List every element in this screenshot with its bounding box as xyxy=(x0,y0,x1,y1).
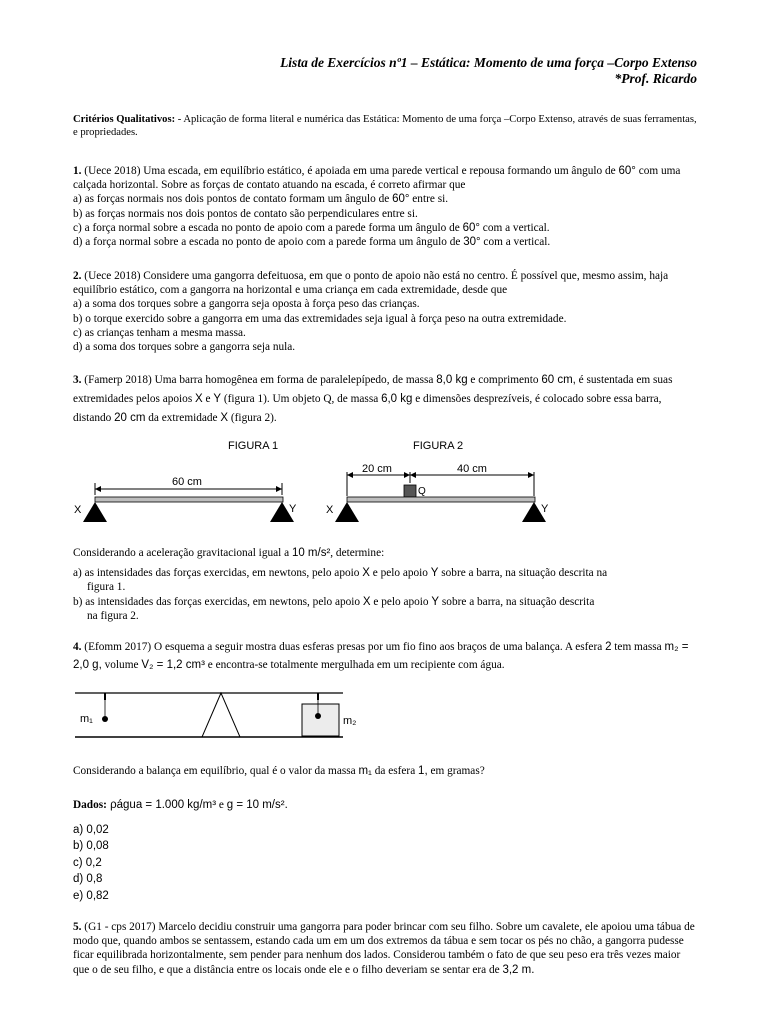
figures-bar-supports xyxy=(70,434,580,534)
fig1-arrow-left xyxy=(95,486,101,492)
figure-2-title: FIGURA 2 xyxy=(413,440,464,452)
fig1-label-y: Y xyxy=(289,503,297,515)
question-2: 2. (Uece 2018) Considere uma gangorra defeituosa, em que o ponto de apoio não está no centro. É possível que, mesmo assim, haja equilíbrio estático, com a gangorra na horizontal e uma criança em cada extremidade, desde que a) a soma dos torques sobre a gangorra seja oposta à força peso das crianças. b) o torque exercido sobre a gangorra em uma das extremidades seja igual à força peso na outra extremidade. c) as crianças tenham a mesma massa. d) a soma dos torques sobre a gangorra seja nula. xyxy=(73,270,669,354)
fig2-support-x xyxy=(335,502,359,522)
fig2-arrow-1 xyxy=(347,472,353,478)
fig2-bar xyxy=(347,497,535,502)
fig2-label-q: Q xyxy=(418,486,426,497)
question-3: 3. (Famerp 2018) Uma barra homogênea em forma de paralelepípedo, de massa 8,0 kg e comprimento 60 cm, é sustentada em suas extremidades pelos apoios X e Y (figura 1). Um objeto Q, de massa 6,0 kg e dimensões desprezíveis, é colocado sobre essa barra, distando 20 cm da extremidade X (figura 2). xyxy=(73,374,673,424)
figure-1-title: FIGURA 1 xyxy=(228,440,279,452)
fig1-arrow-right xyxy=(276,486,282,492)
fig2-arrow-4 xyxy=(528,472,534,478)
question-4-data: Dados: ρágua = 1.000 kg/m³ e g = 10 m/s². xyxy=(73,799,288,811)
page-title: Lista de Exercícios nº1 – Estática: Momento de uma força –Corpo Extenso *Prof. Ricardo xyxy=(280,55,697,86)
water-container xyxy=(302,704,339,736)
option-e: e) 0,82 xyxy=(73,889,109,902)
fig2-length-2: 40 cm xyxy=(457,463,487,475)
option-d: d) 0,8 xyxy=(73,873,103,886)
question-5: 5. (G1 - cps 2017) Marcelo decidiu construir uma gangorra para poder brincar com seu filho. Sobre um cavalete, ele apoiou uma tábua de modo que, quando ambos se sentassem, estando cada um em um dos extremos da tábua e sem tocar os pés no chão, a gangorra pudesse ficar equilibrada horizontalmente, sem pender para nenhum dos lados. Considerou também o fato de que seu peso era três vezes maior que o de seu filho, e que a distância entre os locais onde ele e o filho deveriam se sentar era de 3,2 m. xyxy=(73,921,695,976)
fig1-label-x: X xyxy=(74,504,82,516)
option-b: b) 0,08 xyxy=(73,840,109,853)
option-c: c) 0,2 xyxy=(73,856,102,869)
question-4-options xyxy=(73,822,699,904)
criteria-paragraph: Critérios Qualitativos: - Aplicação de forma literal e numérica das Estática: Momento de uma força –Corpo Extenso, através de suas ferramentas, e propriedades. xyxy=(73,114,697,138)
question-4: 4. (Efomm 2017) O esquema a seguir mostra duas esferas presas por um fio fino aos braços de uma balança. A esfera 2 tem massa m₂ = 2,0 g, volume V₂ = 1,2 cm³ e encontra-se totalmente mergulhada em um recipiente com água. xyxy=(73,641,689,671)
fig2-label-x: X xyxy=(326,504,334,516)
question-4-prompt: Considerando a balança em equilíbrio, qual é o valor da massa m₁ da esfera 1, em gramas? xyxy=(73,765,485,777)
option-a: a) 0,02 xyxy=(73,824,109,836)
fig2-label-y: Y xyxy=(541,503,549,515)
fig2-arrow-3 xyxy=(410,472,416,478)
label-m1: m₁ xyxy=(80,713,93,725)
fig1-length-label: 60 cm xyxy=(172,476,202,488)
figure-balance xyxy=(75,688,365,746)
balance-fulcrum xyxy=(202,693,240,737)
fig1-bar xyxy=(95,497,283,502)
fig2-length-1: 20 cm xyxy=(362,463,392,475)
fig2-arrow-2 xyxy=(404,472,410,478)
fig1-support-x xyxy=(83,502,107,522)
question-1: 1. (Uece 2018) Uma escada, em equilíbrio estático, é apoiada em uma parede vertical e repousa formando um ângulo de 60° com uma calçada horizontal. Sobre as forças de contato atuando na escada, é correto afirmar que a) as forças normais nos dois pontos de contato formam um ângulo de 60° entre si. b) as forças normais nos dois pontos de contato são perpendiculares entre si. c) a força normal sobre a escada no ponto de apoio com a parede forma um ângulo de 60° com a vertical. d) a força normal sobre a escada no ponto de apoio com a parede forma um ângulo de 30° com a vertical. xyxy=(73,165,681,249)
fig2-object-q xyxy=(404,485,416,497)
question-3-items: Considerando a aceleração gravitacional igual a 10 m/s², determine: a) as intensidades das forças exercidas, em newtons, pelo apoio X e pelo apoio Y sobre a barra, na situação descrita na figura 1. b) as intensidades das forças exercidas, em newtons, pelo apoio X e pelo apoio Y sobre a barra, na situação descrita na figura 2. xyxy=(73,547,608,622)
sphere-1 xyxy=(102,716,108,722)
label-m2: m₂ xyxy=(343,715,357,727)
sphere-2 xyxy=(315,713,321,719)
